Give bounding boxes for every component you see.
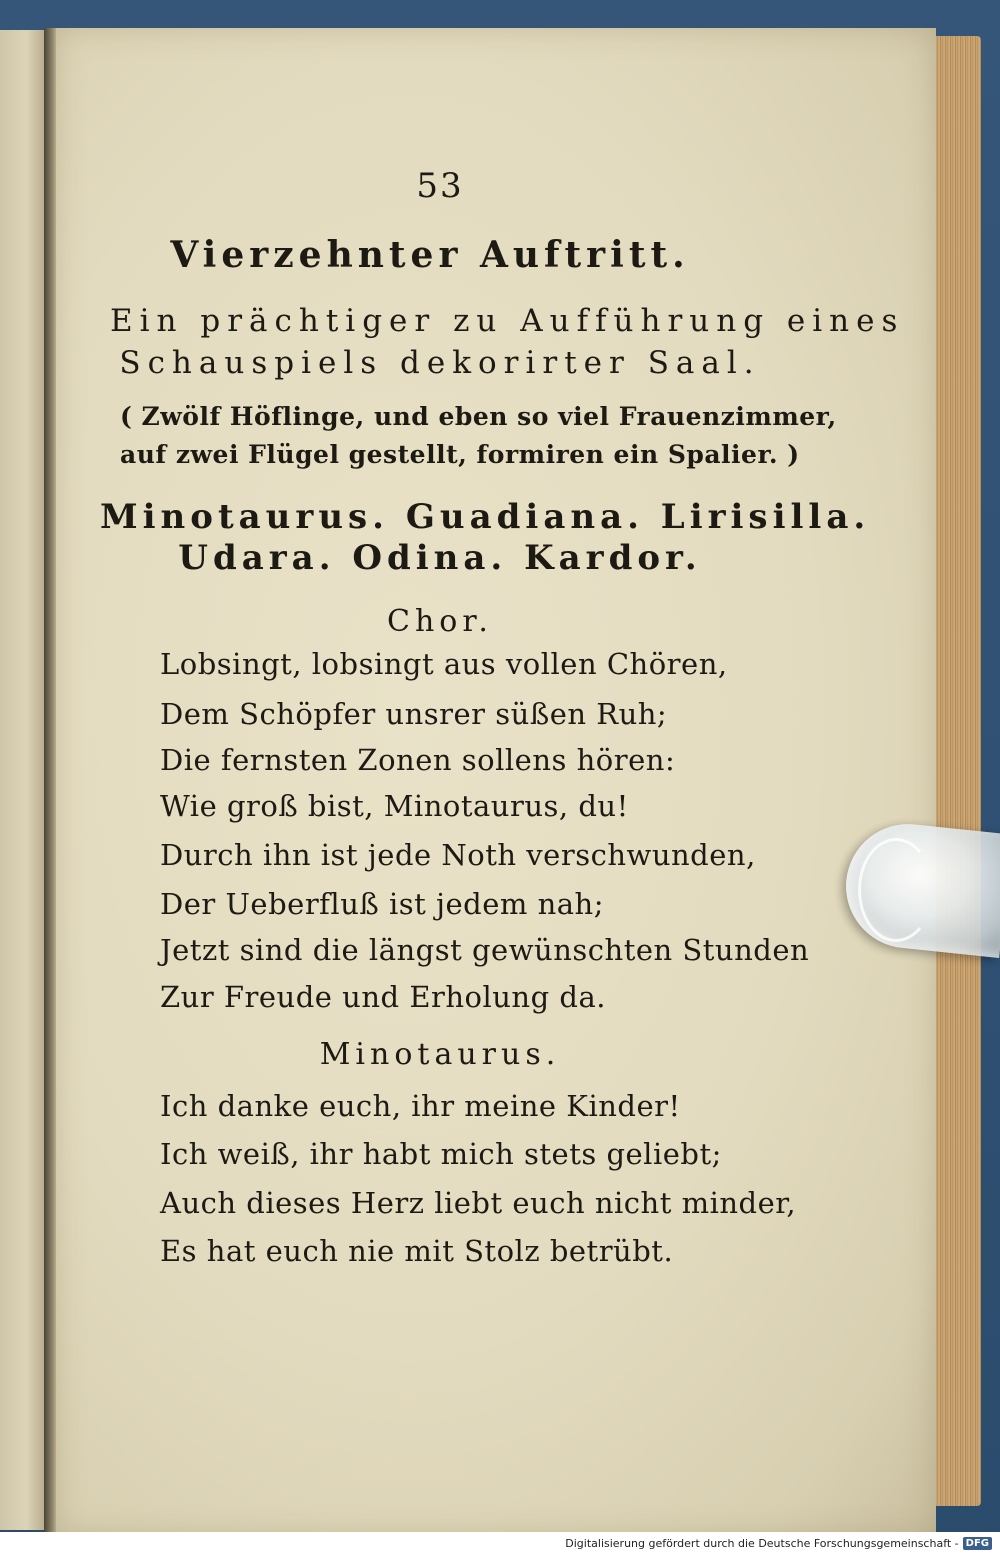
stage-direction-line: ( Zwölf Höflinge, und eben so viel Frauenzimmer, (120, 402, 837, 431)
dfg-logo: DFG (963, 1537, 992, 1550)
verse-line: Der Ueberfluß ist jedem nah; (160, 887, 605, 921)
speaker-label: Chor. (387, 604, 493, 639)
verse-line: Jetzt sind die längst gewünschten Stunden (160, 933, 810, 967)
left-page-edge (0, 30, 46, 1530)
setting-line: Ein prächtiger zu Aufführung eines (110, 303, 905, 339)
credit-bar (0, 1532, 1000, 1554)
speaker-label: Minotaurus. (319, 1037, 561, 1072)
verse-line: Ich danke euch, ihr meine Kinder! (160, 1089, 681, 1123)
verse-line: Lobsingt, lobsingt aus vollen Chören, (160, 647, 728, 681)
verse-line: Zur Freude und Erholung da. (160, 980, 606, 1014)
verse-line: Wie groß bist, Minotaurus, du! (160, 789, 629, 823)
glass-weight-highlight (858, 838, 934, 942)
verse-line: Die fernsten Zonen sollens hören: (160, 743, 676, 777)
credit-text: Digitalisierung gefördert durch die Deutsche Forschungsgemeinschaft - (565, 1536, 959, 1550)
page-number: 53 (416, 166, 464, 206)
setting-line: Schauspiels dekorirter Saal. (119, 345, 761, 381)
dramatis-personae-line: Udara. Odina. Kardor. (178, 538, 702, 578)
verse-line: Ich weiß, ihr habt mich stets geliebt; (160, 1137, 722, 1171)
verse-line: Durch ihn ist jede Noth verschwunden, (160, 838, 756, 872)
dramatis-personae-line: Minotaurus. Guadiana. Lirisilla. (100, 497, 871, 537)
stage-direction-line: auf zwei Flügel gestellt, formiren ein Spalier. ) (120, 440, 800, 469)
verse-line: Dem Schöpfer unsrer süßen Ruh; (160, 697, 668, 731)
verse-line: Es hat euch nie mit Stolz betrübt. (160, 1234, 674, 1268)
scene-title: Vierzehnter Auftritt. (170, 234, 690, 276)
verse-line: Auch dieses Herz liebt euch nicht minder, (160, 1186, 797, 1220)
